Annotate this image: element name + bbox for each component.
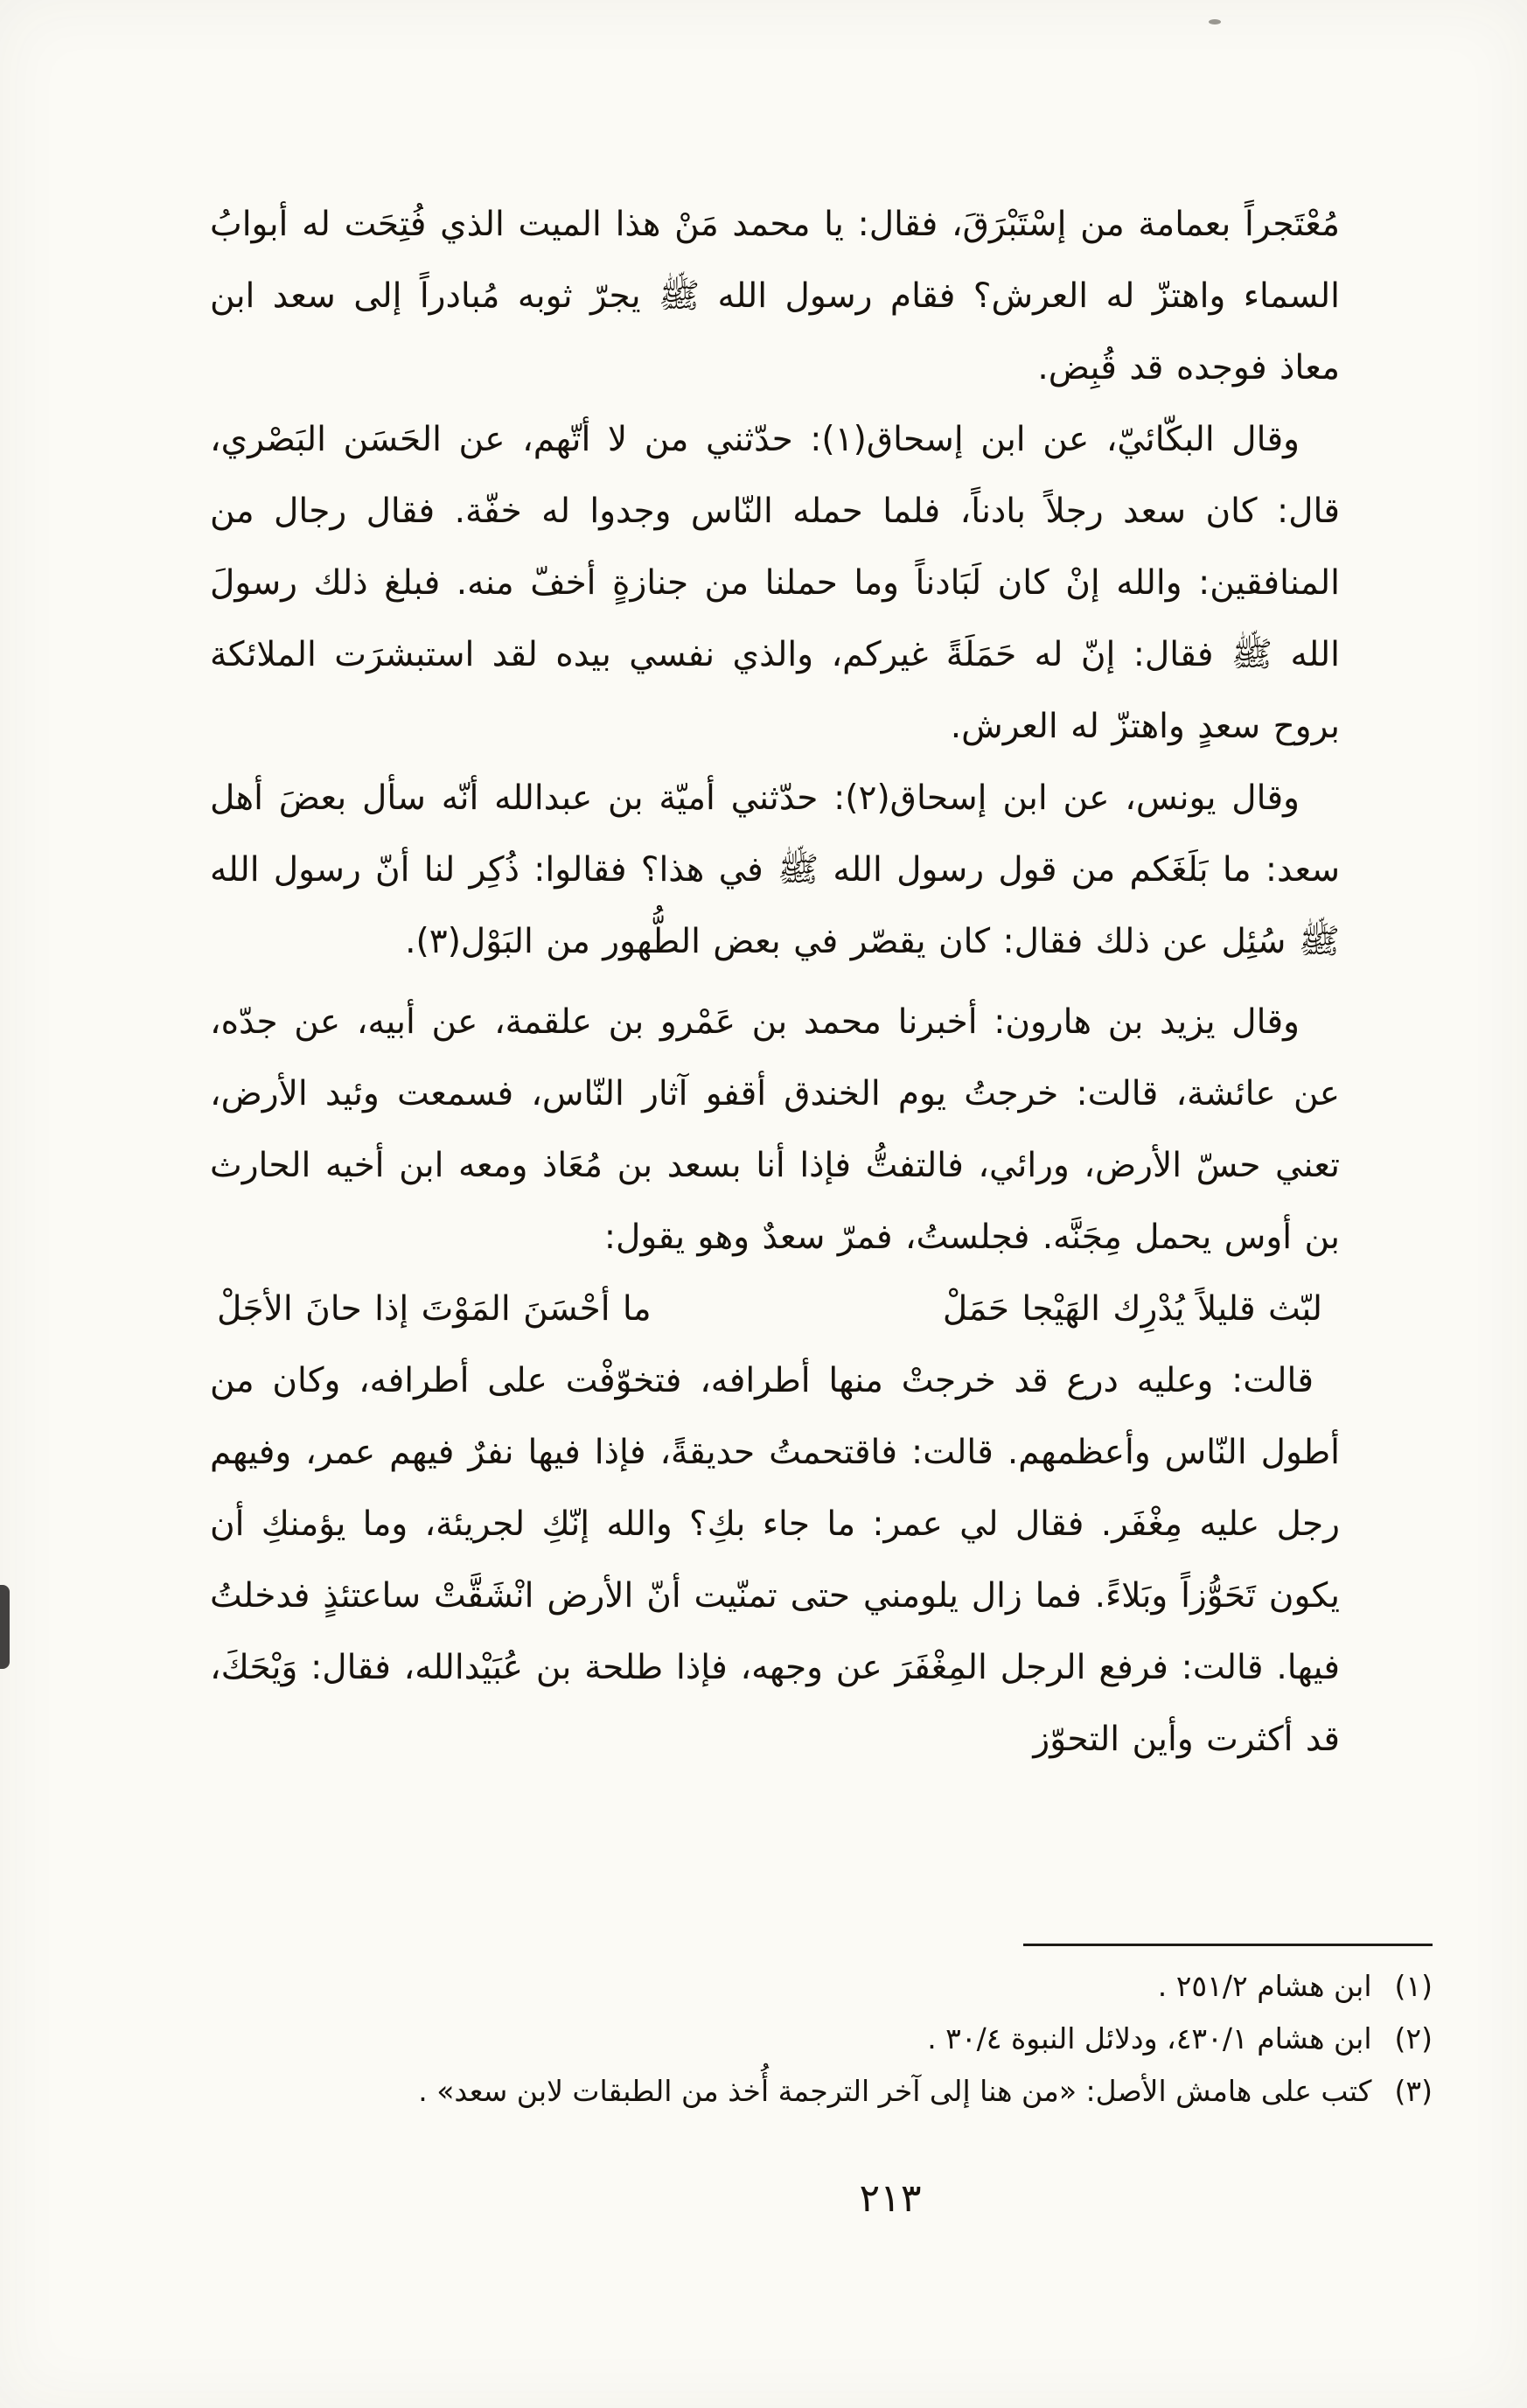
footnote-1 [208, 1960, 1433, 2013]
verse-first-hemistich: لبّث قليلاً يُدْرِك الهَيْجا حَمَلْ [942, 1289, 1322, 1329]
footnote-3-marker: (٣) [1394, 2074, 1433, 2108]
footnote-1-text: ابن هشام ٢٥١/٢ . [1157, 1969, 1372, 2003]
verse-line [210, 1274, 1340, 1345]
paragraph-4: وقال يزيد بن هارون: أخبرنا محمد بن عَمْرو بن علقمة، عن أبيه، عن جدّه، عن عائشة، قالت: خرجتُ يوم الخندق أقفو آثار النّاس، فسمعت وئيد الأرض، تعني حسّ الأرض، ورائي، فالتفتُّ فإذا أنا بسعد بن مُعَاذ ومعه ابن أخيه الحارث بن أوس يحمل مِجَنَّه. فجلستُ، فمرّ سعدٌ وهو يقول: [210, 1002, 1340, 1257]
footnote-3-text: كتب على هامش الأصل: «من هنا إلى آخر الترجمة أُخذ من الطبقات لابن سعد» . [418, 2074, 1372, 2108]
paragraph-1: مُعْتَجراً بعمامة من إسْتَبْرَقَ، فقال: يا محمد مَنْ هذا الميت الذي فُتِحَت له أبوابُ السماء واهتزّ له العرش؟ فقام رسول الله ﷺ يجرّ ثوبه مُبادراً إلى سعد ابن معاذ فوجده قد قُبِض. [210, 205, 1340, 387]
footnote-2 [208, 2013, 1433, 2065]
verse-second-hemistich: ما أحْسَنَ المَوْتَ إذا حانَ الأجَلْ [217, 1289, 652, 1329]
paragraph-3: وقال يونس، عن ابن إسحاق(٢): حدّثني أميّة بن عبدالله أنّه سأل بعضَ أهل سعد: ما بَلَغَكم من قول رسول الله ﷺ في هذا؟ فقالوا: ذُكِر لنا أنّ رسول الله ﷺ سُئِل عن ذلك فقال: كان يقصّر في بعض الطُّهور من البَوْل(٣). [210, 778, 1340, 961]
footnote-2-marker: (٢) [1394, 2021, 1433, 2056]
paragraph-2: وقال البكّائيّ، عن ابن إسحاق(١): حدّثني من لا أتّهم، عن الحَسَن البَصْري، قال: كان سعد رجلاً بادناً، فلما حمله النّاس وجدوا له خفّة. فقال رجال من المنافقين: والله إنْ كان لَبَادناً وما حملنا من جنازةٍ أخفّ منه. فبلغ ذلك رسولَ الله ﷺ فقال: إنّ له حَمَلَةً غيركم، والذي نفسي بيده لقد استبشرَت الملائكة بروح سعدٍ واهتزّ له العرش. [210, 420, 1340, 746]
footnote-2-text: ابن هشام ٤٣٠/١، ودلائل النبوة ٣٠/٤ . [927, 2021, 1372, 2056]
footnotes-section [208, 1944, 1433, 2118]
footnote-1-marker: (١) [1394, 1969, 1433, 2003]
footnote-separator [1023, 1944, 1433, 1946]
scan-smudge [0, 1585, 10, 1669]
page-number: ٢١٣ [859, 2176, 922, 2221]
main-text [210, 189, 1340, 1776]
paragraph-5: قالت: وعليه درع قد خرجتْ منها أطرافه، فتخوّفْت على أطرافه، وكان من أطول النّاس وأعظمهم. قالت: فاقتحمتُ حديقةً، فإذا فيها نفرٌ فيهم عمر، وفيهم رجل عليه مِغْفَر. فقال لي عمر: ما جاء بكِ؟ والله إنّكِ لجريئة، وما يؤمنكِ أن يكون تَحَوُّزاً وبَلاءً. فما زال يلومني حتى تمنّيت أنّ الأرض انْشَقَّتْ ساعتئذٍ فدخلتُ فيها. قالت: فرفع الرجل المِغْفَرَ عن وجهه، فإذا طلحة بن عُبَيْدالله، فقال: وَيْحَكَ، قد أكثرت وأين التحوّز [210, 1361, 1340, 1759]
scan-speck [1209, 19, 1221, 24]
footnote-3 [208, 2065, 1433, 2118]
